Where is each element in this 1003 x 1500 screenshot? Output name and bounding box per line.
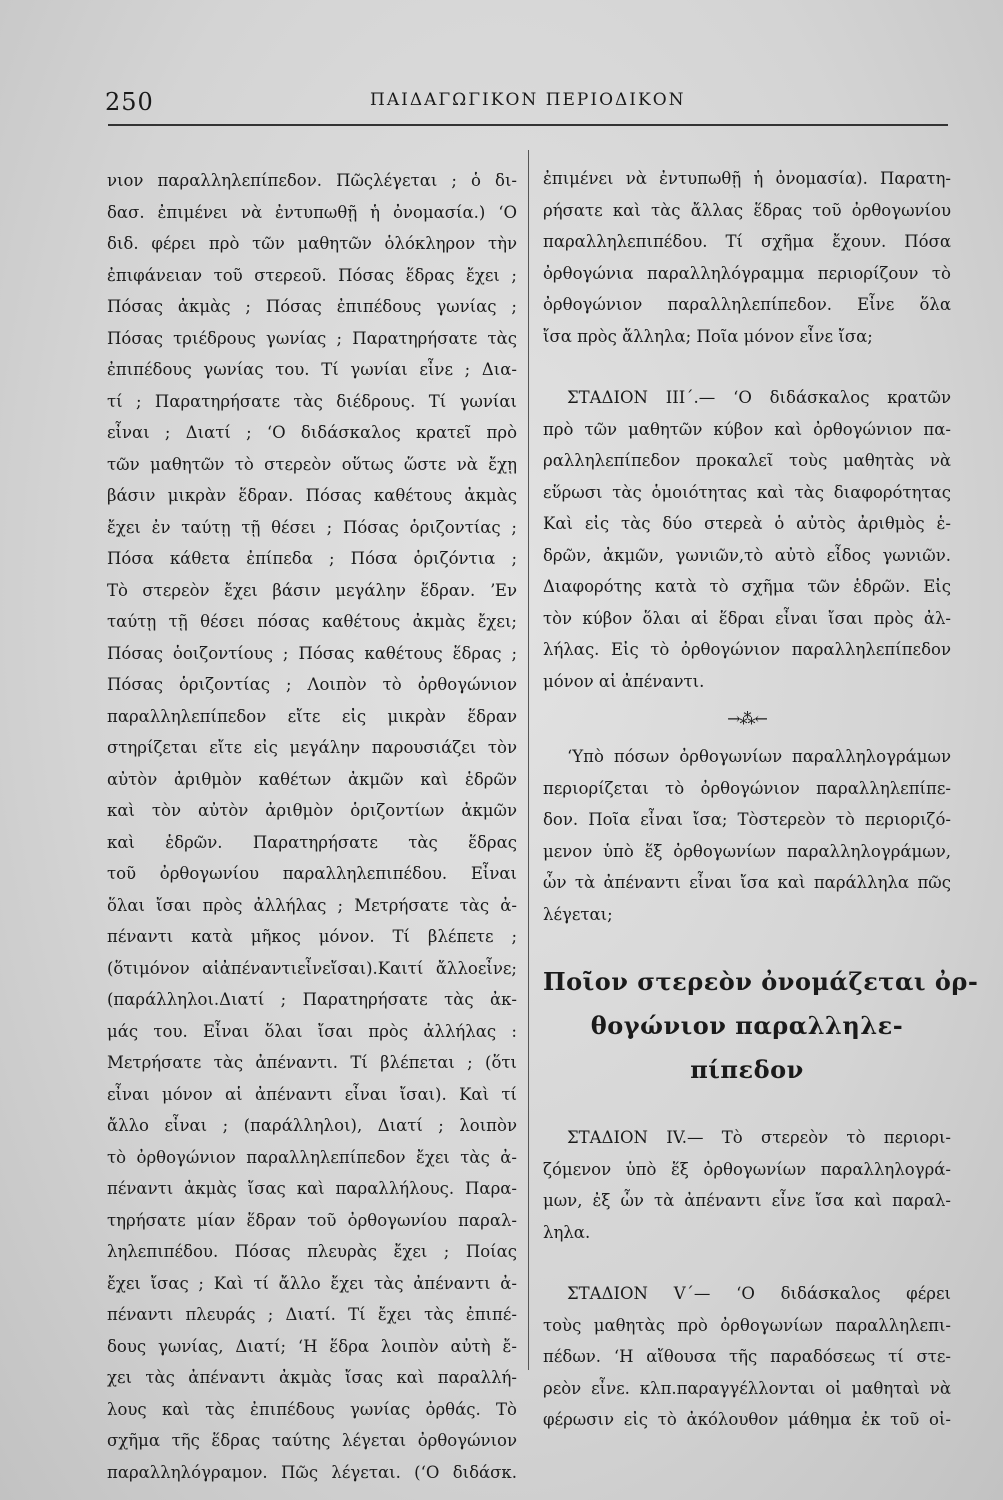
right-column xyxy=(543,163,979,1436)
text-line: πέδων. ʻΗ αἴθουσα τῆς παραδόσεως τί στε- xyxy=(543,1347,951,1366)
text-line: ΣΤΑΔΙΟΝ ΙΙΙ΄.— ʻΟ διδάσκαλος κρατῶν xyxy=(567,388,951,407)
text-line: τὸν κύβον ὅλαι αἱ ἕδραι εἶναι ἴσαι πρὸς ἀλ- xyxy=(543,608,951,628)
page-number: 250 xyxy=(105,88,154,116)
text-line: παραλληλεπιπέδου. Τί σχῆμα ἔχουν. Πόσα xyxy=(543,232,951,251)
text-line: τοῦ ὀρθογωνίου παραλληλεπιπέδου. Εἶναι xyxy=(107,864,517,883)
text-line: νιον παραλληλεπίπεδον. Πῶςλέγεται ; ὁ δι- xyxy=(107,171,517,190)
text-line: περιορίζεται τὸ ὀρθογώνιον παραλληλεπίπε- xyxy=(543,778,951,798)
text-line: μάς του. Εἶναι ὅλαι ἴσαι πρὸς ἀλλήλας : xyxy=(107,1021,517,1041)
paragraph-3 xyxy=(543,741,951,930)
paragraph-stadion-3 xyxy=(543,382,951,697)
paragraph-gap xyxy=(543,1248,951,1278)
paragraph-stadion-5 xyxy=(543,1278,951,1436)
text-line: ζόμενον ὑπὸ ἕξ ὀρθογωνίων παραλληλογρά- xyxy=(543,1159,951,1179)
ornament-divider: →⁂← xyxy=(727,709,767,728)
text-line: εἶναι ; Διατί ; ʻΟ διδάσκαλος κρατεῖ πρὸ xyxy=(107,423,517,442)
text-line: ληλα. xyxy=(543,1222,591,1242)
text-line: τηρήσατε μίαν ἕδραν τοῦ ὀρθογωνίου παραλ- xyxy=(107,1210,517,1230)
text-line: δους γωνίας, Διατί; ʻΗ ἕδρα λοιπὸν αὐτὴ ἔ- xyxy=(107,1336,517,1356)
text-line: φέρωσιν εἰς τὸ ἀκόλουθον μάθημα ἐκ τοῦ οἰ- xyxy=(543,1410,951,1429)
text-line: βάσιν μικρὰν ἕδραν. Πόσας καθέτους ἀκμὰς xyxy=(107,486,517,505)
text-line: δρῶν, ἀκμῶν, γωνιῶν,τὸ αὐτὸ εἶδος γωνιῶν. xyxy=(543,545,951,565)
text-line: ὀρθογώνιον παραλληλεπίπεδον. Εἶνε ὅλα xyxy=(543,295,951,314)
text-line: ρεὸν εἶνε. κλπ.παραγγέλλονται οἱ μαθηταὶ νὰ xyxy=(543,1378,951,1398)
text-line: αὐτὸν ἀριθμὸν καθέτων ἀκμῶν καὶ ἑδρῶν xyxy=(107,769,517,789)
text-line: Πόσας ὁριζοντίας ; Λοιπὸν τὸ ὀρθογώνιον xyxy=(107,675,517,694)
text-line: (παράλληλοι.Διατί ; Παρατηρήσατε τὰς ἀκ- xyxy=(107,990,517,1009)
text-line: λέγεται; xyxy=(543,904,613,924)
text-line: μενον ὑπὸ ἕξ ὀρθογωνίων παραλληλογράμων, xyxy=(543,841,951,861)
text-line: Πόσα κάθετα ἐπίπεδα ; Πόσα ὁριζόντια ; xyxy=(107,549,517,568)
text-line: ΣΤΑΔΙΟΝ ΙV.— Τὸ στερεὸν τὸ περιορι- xyxy=(567,1128,951,1147)
text-line: Διαφορότης κατὰ τὸ σχῆμα τῶν ἑδρῶν. Εἰς xyxy=(543,577,951,596)
text-line: ὧν τὰ ἀπέναντι εἶναι ἴσα καὶ παράλληλα πῶς xyxy=(543,873,951,892)
left-column xyxy=(107,165,517,1488)
text-line: ἐπιφάνειαν τοῦ στερεοῦ. Πόσας ἕδρας ἔχει ; xyxy=(107,265,517,285)
paragraph-1 xyxy=(543,163,951,352)
text-line: μων, ἐξ ὧν τὰ ἀπέναντι εἶνε ἴσα καὶ παραλ- xyxy=(543,1191,951,1210)
text-line: λους καὶ τὰς ἐπιπέδους γωνίας ὀρθάς. Τὸ xyxy=(107,1399,517,1419)
text-line: εἶναι μόνον αἱ ἀπέναντι εἶναι ἴσαι). Καὶ τί xyxy=(107,1084,517,1104)
text-line: πέναντι πλευράς ; Διατί. Τί ἔχει τὰς ἐπιπέ- xyxy=(107,1305,517,1324)
text-line: λήλας. Εἰς τὸ ὀρθογώνιον παραλληλεπίπεδον xyxy=(543,640,951,659)
text-line: ὀρθογώνια παραλληλόγραμμα περιορίζουν τὸ xyxy=(543,263,951,283)
text-line: ταύτῃ τῇ θέσει πόσας καθέτους ἀκμὰς ἔχει; xyxy=(107,612,517,631)
text-line: σχῆμα τῆς ἕδρας ταύτης λέγεται ὀρθογώνιον xyxy=(107,1431,517,1450)
section-title-line: θογώνιον παραλληλε- xyxy=(590,1011,904,1040)
text-line: ληλεπιπέδου. Πόσας πλευρὰς ἔχει ; Ποίας xyxy=(107,1242,517,1261)
text-line: παραλληλόγραμον. Πῶς λέγεται. (ʻΟ διδάσκ. xyxy=(107,1462,517,1482)
text-line: (ὅτιμόνον αἱἀπέναντιεἶνεἴσαι).Καιτί ἄλλοεἶνε; xyxy=(107,958,517,978)
running-head: ΠΑΙΔΑΓΩΓΙΚΟΝ ΠΕΡΙΟΔΙΚΟΝ xyxy=(370,90,686,110)
text-line: καὶ τὸν αὐτὸν ἀριθμὸν ὁριζοντίων ἀκμῶν xyxy=(107,801,517,820)
text-line: Τὸ στερεὸν ἔχει βάσιν μεγάλην ἕδραν. ʼΕν xyxy=(107,580,517,600)
paragraph-gap xyxy=(543,352,951,382)
text-line: στηρίζεται εἴτε εἰς μεγάλην παρουσιάζει τὸν xyxy=(107,738,517,757)
text-line: Πόσας ὁοιζοντίους ; Πόσας καθέτους ἕδρας ; xyxy=(107,643,517,663)
text-line: τοὺς μαθητὰς πρὸ ὀρθογωνίων παραλληλεπι- xyxy=(543,1315,951,1335)
text-line: πρὸ τῶν μαθητῶν κύβον καὶ ὀρθογώνιον πα- xyxy=(543,419,951,439)
text-line: ραλληλεπίπεδον προκαλεῖ τοὺς μαθητὰς νὰ xyxy=(543,451,951,470)
text-line: τὸ ὀρθογώνιον παραλληλεπίπεδον ἔχει τὰς ἀ- xyxy=(107,1147,517,1167)
text-line: ʻΥπὸ πόσων ὀρθογωνίων παραλληλογράμων xyxy=(567,747,951,766)
section-title xyxy=(543,960,979,1092)
section-title-line: πίπεδον xyxy=(690,1055,804,1084)
text-line: ἔχει ἴσας ; Καὶ τί ἄλλο ἔχει τὰς ἀπέναντι ἀ- xyxy=(107,1273,517,1293)
text-line: πέναντι ἀκμὰς ἴσας καὶ παραλλήλους. Παρα- xyxy=(107,1179,517,1198)
text-line: Μετρήσατε τὰς ἀπέναντι. Τί βλέπεται ; (ὅτι xyxy=(107,1053,517,1072)
header-rule xyxy=(108,124,948,126)
text-line: ρήσατε καὶ τὰς ἄλλας ἕδρας τοῦ ὀρθογωνίου xyxy=(543,200,951,220)
text-line: παραλληλεπίπεδον εἴτε εἰς μικρὰν ἕδραν xyxy=(107,706,517,726)
text-line: ἐπιπέδους γωνίας του. Τί γωνίαι εἶνε ; Δια- xyxy=(107,360,517,379)
text-line: διδ. φέρει πρὸ τῶν μαθητῶν ὁλόκληρον τὴν xyxy=(107,234,517,253)
section-title-line: Ποῖον στερεὸν ὀνομάζεται ὀρ- xyxy=(543,967,979,996)
text-line: Καὶ εἰς τὰς δύο στερεὰ ὁ αὐτὸς ἀριθμὸς ἑ- xyxy=(543,514,951,533)
text-line: εὕρωσι τὰς ὁμοιότητας καὶ τὰς διαφορότητας xyxy=(543,482,951,502)
text-line: δασ. ἐπιμένει νὰ ἐντυπωθῇ ἡ ὀνομασία.) ʻΟ xyxy=(107,202,517,222)
text-line: ἴσα πρὸς ἄλληλα; Ποῖα μόνον εἶνε ἴσα; xyxy=(543,326,873,346)
text-line: καὶ ἑδρῶν. Παρατηρήσατε τὰς ἕδρας xyxy=(107,832,517,852)
text-line: δον. Ποῖα εἶναι ἴσα; Τὸστερεὸν τὸ περιοριζό- xyxy=(543,810,951,829)
text-line: ἐπιμένει νὰ ἐντυπωθῇ ἡ ὀνομασία). Παρατη- xyxy=(543,169,951,188)
text-line: τί ; Παρατηρήσατε τὰς διέδρους. Τί γωνίαι xyxy=(107,391,517,411)
text-line: Πόσας ἀκμὰς ; Πόσας ἐπιπέδους γωνίας ; xyxy=(107,297,517,316)
column-divider xyxy=(528,150,529,1370)
paragraph-stadion-4 xyxy=(543,1122,951,1248)
text-line: πέναντι κατὰ μῆκος μόνον. Τί βλέπετε ; xyxy=(107,927,517,946)
text-line: Πόσας τριέδρους γωνίας ; Παρατηρήσατε τὰς xyxy=(107,328,517,348)
text-line: ἄλλο εἶναι ; (παράλληλοι), Διατί ; λοιπὸν xyxy=(107,1116,517,1135)
text-line: χει τὰς ἀπέναντι ἀκμὰς ἴσας καὶ παραλλή- xyxy=(107,1368,517,1387)
text-line: ἔχει ἐν ταύτῃ τῇ θέσει ; Πόσας ὁριζοντίας ; xyxy=(107,517,517,537)
text-line: ΣΤΑΔΙΟΝ V΄— ʻΟ διδάσκαλος φέρει xyxy=(567,1284,951,1303)
text-line: ὅλαι ἴσαι πρὸς ἀλλήλας ; Μετρήσατε τὰς ἀ- xyxy=(107,895,517,915)
text-line: τῶν μαθητῶν τὸ στερεὸν οὕτως ὥστε νὰ ἔχῃ xyxy=(107,454,517,474)
text-line: μόνον αἱ ἀπέναντι. xyxy=(543,671,705,691)
